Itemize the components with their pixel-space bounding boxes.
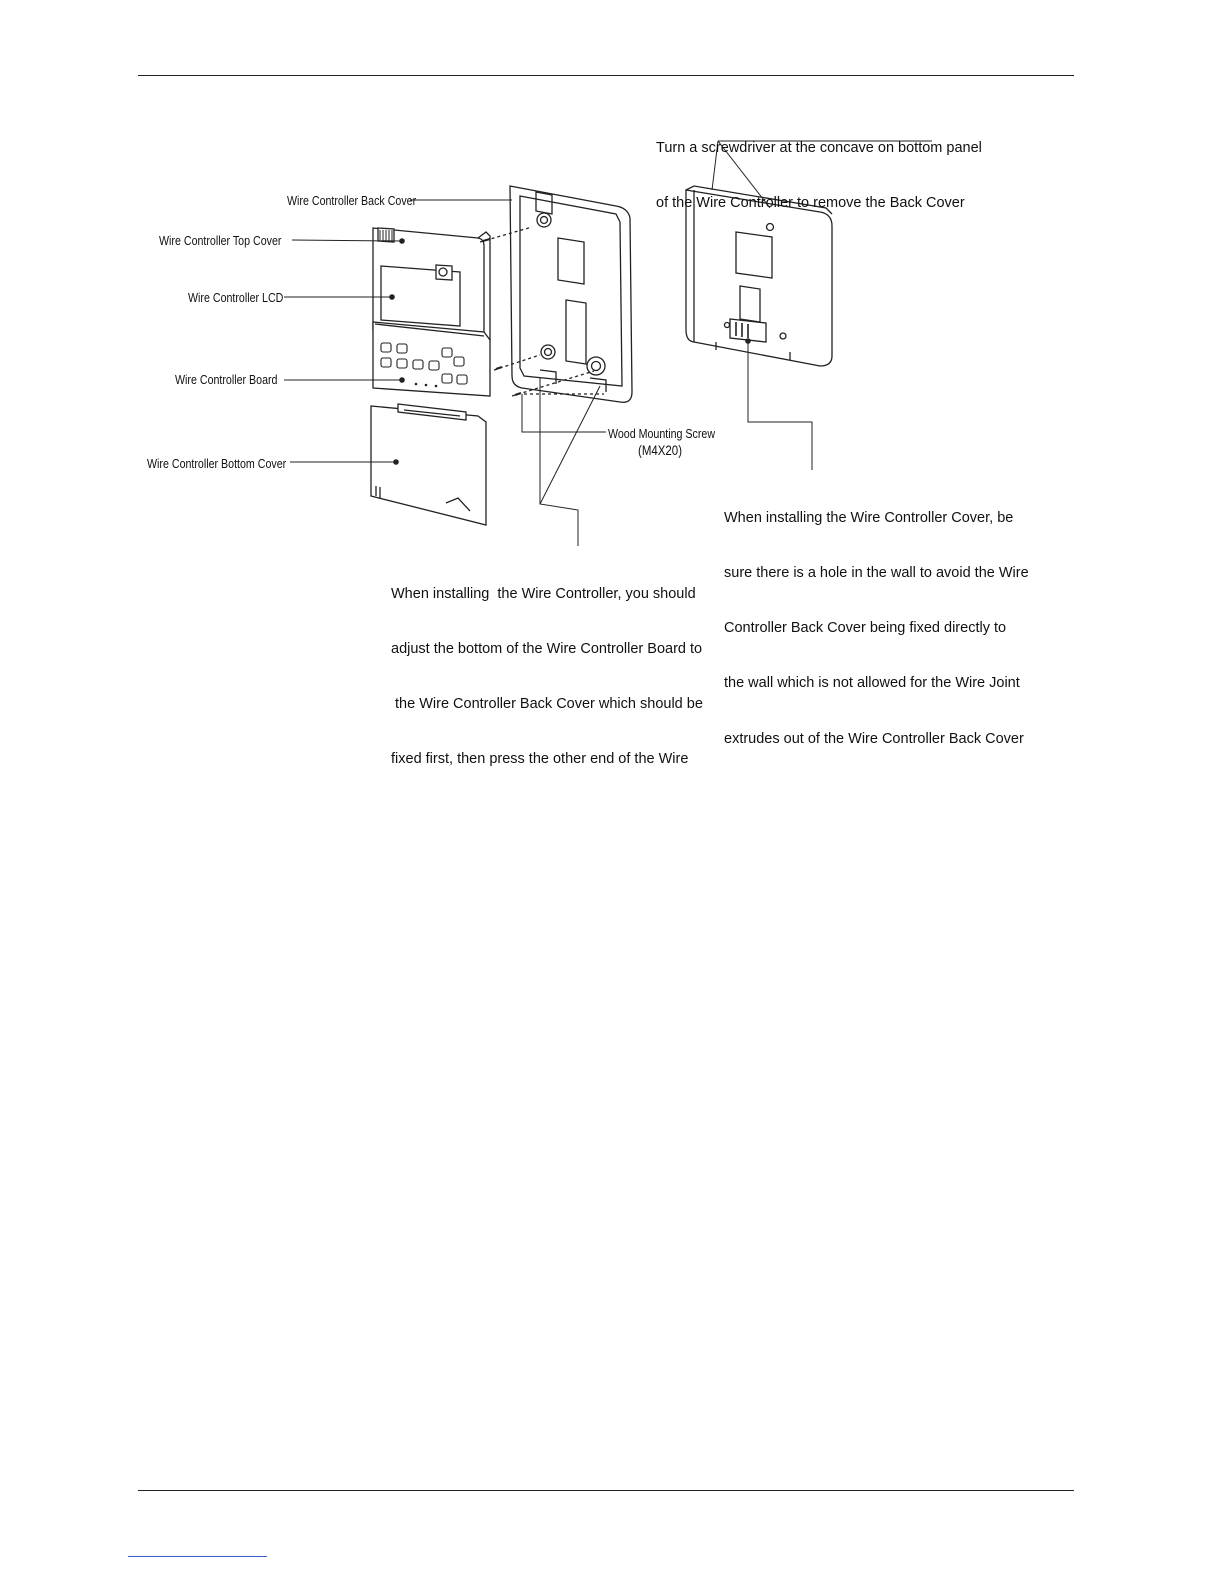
label-lcd: Wire Controller LCD <box>188 290 284 305</box>
label-back-cover: Wire Controller Back Cover <box>287 193 417 208</box>
note-line: When installing the Wire Controller, you should <box>391 585 696 602</box>
note-line: of the Wire Controller to remove the Back Cover <box>656 195 965 212</box>
note-line: sure there is a hole in the wall to avoid the Wire <box>724 565 1029 582</box>
note-screwdriver <box>656 102 982 231</box>
note-line: When installing the Wire Controller Cover, be <box>724 509 1014 526</box>
note-cover-install <box>724 472 1029 767</box>
note-line: Controller Back Cover being fixed directly to <box>724 620 1007 637</box>
board-drawing <box>373 322 490 396</box>
note-line: the Wire Controller Back Cover which should be <box>391 696 703 713</box>
note-line: adjust the bottom of the Wire Controller Board to <box>391 641 703 658</box>
note-line: Turn a screwdriver at the concave on bottom panel <box>656 139 982 156</box>
back-cover-drawing <box>510 186 632 402</box>
label-bottom-cover: Wire Controller Bottom Cover <box>147 456 287 471</box>
note-line: the wall which is not allowed for the Wire Joint <box>724 675 1020 692</box>
label-top-cover: Wire Controller Top Cover <box>159 233 282 248</box>
note-line: extrudes out of the Wire Controller Back Cover <box>724 730 1024 747</box>
bottom-cover-drawing <box>371 404 486 525</box>
note-controller-install <box>391 548 703 787</box>
label-screw: Wood Mounting Screw <box>608 426 716 441</box>
note-line: fixed first, then press the other end of the Wire <box>391 751 689 768</box>
lcd-drawing <box>381 265 460 326</box>
label-screw-size: (M4X20) <box>638 442 683 458</box>
label-board: Wire Controller Board <box>175 372 278 387</box>
